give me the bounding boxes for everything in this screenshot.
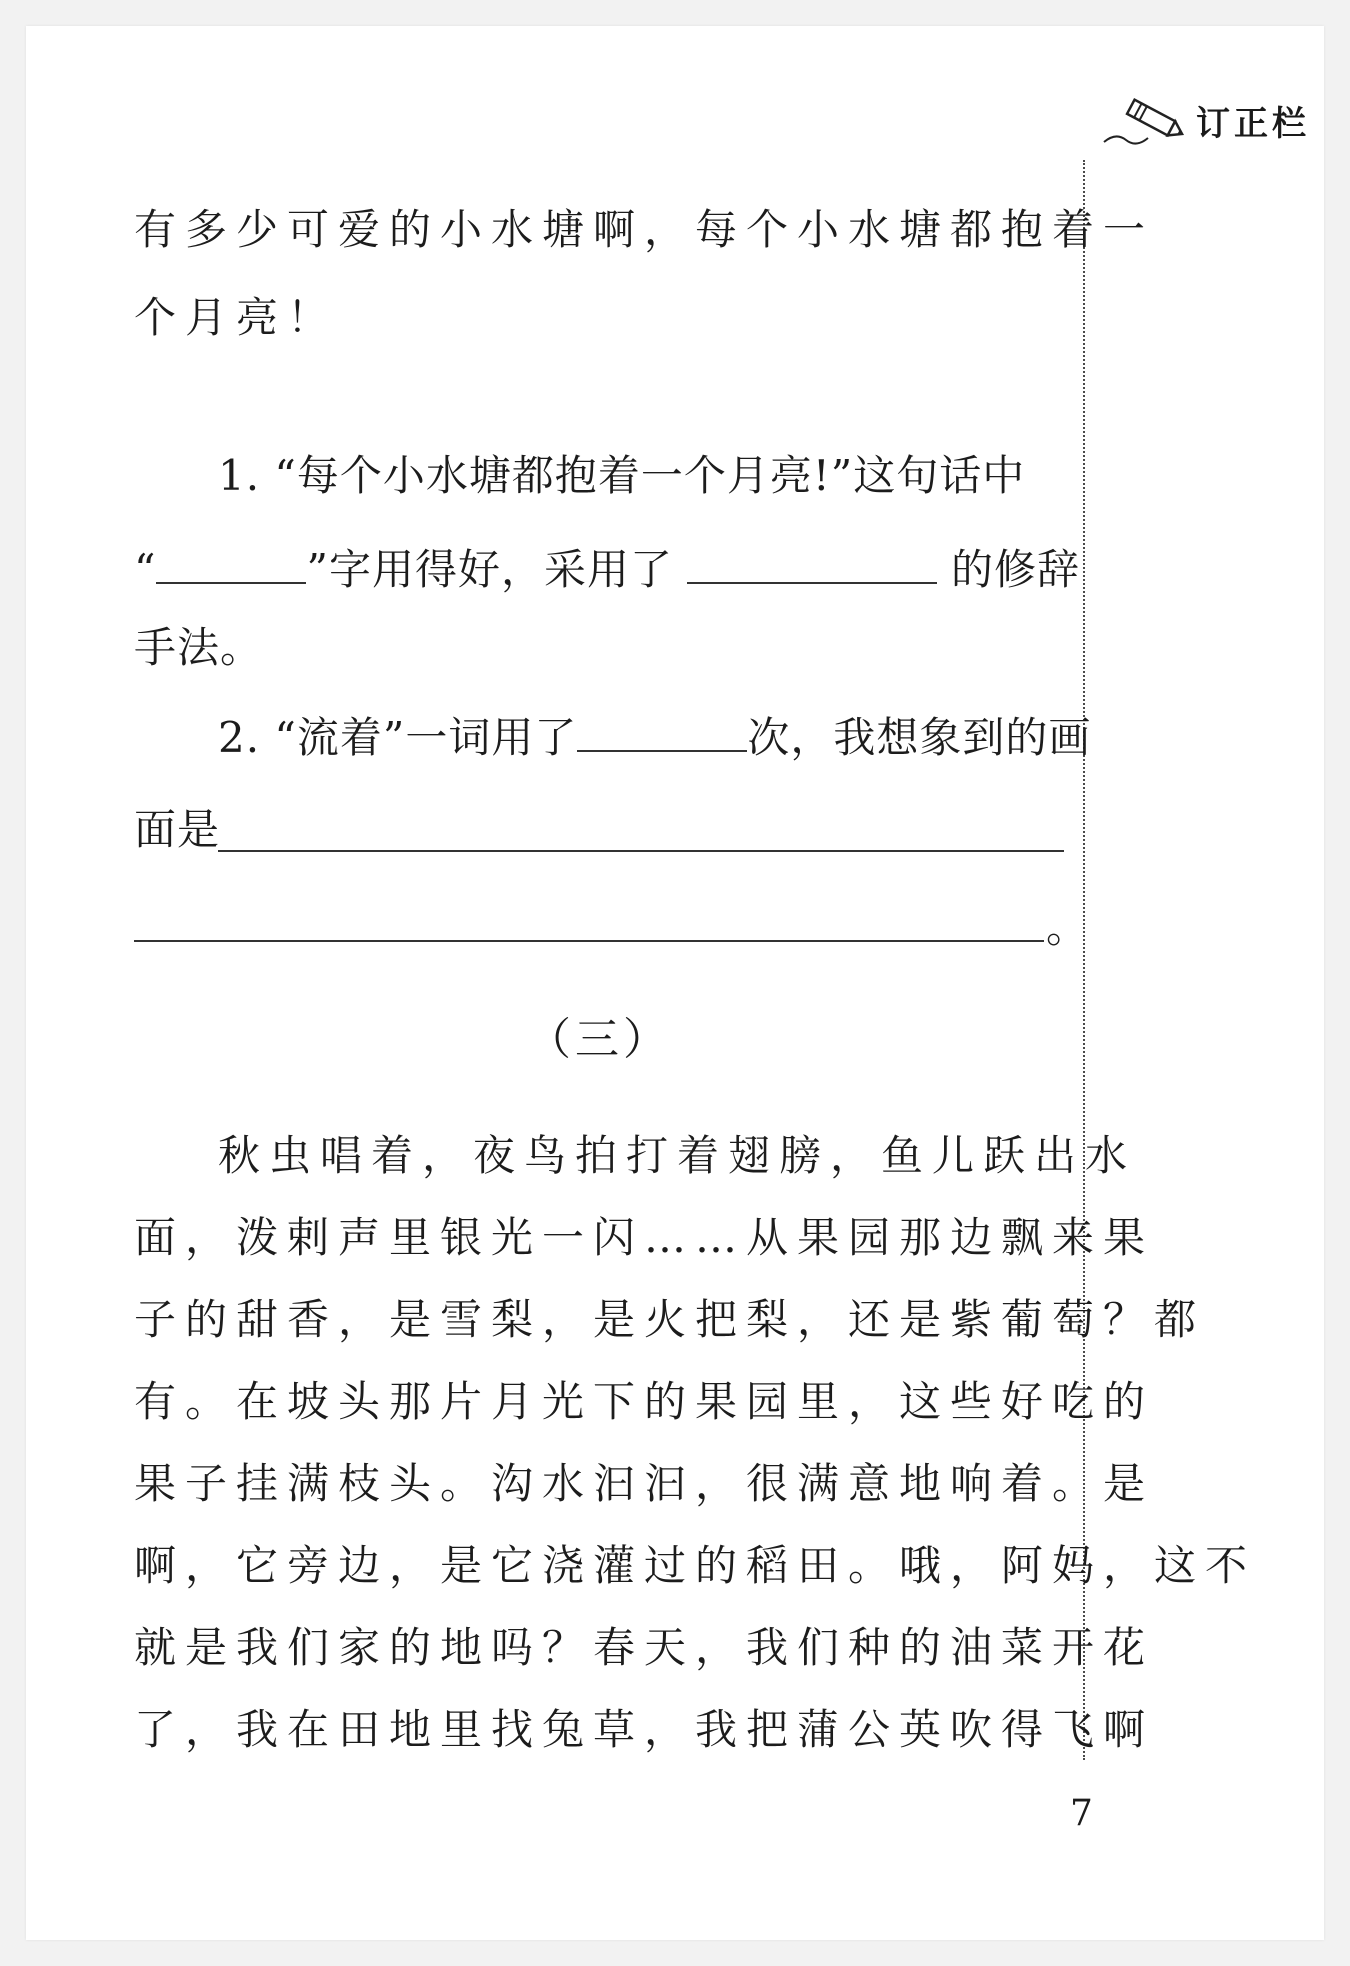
question-1-end-text: 的修辞 (950, 545, 1080, 594)
correction-column-header (1102, 92, 1310, 148)
question-2-line-1 (134, 706, 1148, 768)
passage-line: 面，泼剌声里银光一闪……从果园那边飘来果 (134, 1213, 1155, 1262)
correction-column-divider (1083, 160, 1085, 1760)
pencil-icon (1102, 92, 1190, 148)
passage-line: 果子挂满枝头。沟水汩汩，很满意地响着。是 (134, 1459, 1155, 1508)
answer-line-imagination-1[interactable] (218, 850, 1064, 852)
question-2-end-mark: 。 (1046, 903, 1090, 952)
question-1-open-quote: “ (134, 545, 157, 594)
question-2-line-2-prefix: 面是 (134, 805, 221, 854)
passage-line: 就是我们家的地吗？春天，我们种的油菜开花 (134, 1623, 1155, 1672)
answer-blank-rhetoric[interactable] (687, 538, 937, 584)
question-1-line-3: 手法。 (134, 623, 264, 672)
page-number: 7 (1070, 1793, 1093, 1834)
correction-column-label: 订正栏 (1196, 103, 1310, 144)
section-title: （三） (527, 1014, 671, 1065)
answer-line-imagination-2[interactable] (134, 940, 1044, 942)
passage-line: 个月亮！ (134, 293, 339, 342)
question-2-part-1: 2. “流着”一词用了 (218, 713, 578, 762)
passage-line: 了，我在田地里找兔草，我把蒲公英吹得飞啊 (134, 1705, 1155, 1754)
passage-line: 有。在坡头那片月光下的果园里，这些好吃的 (134, 1377, 1155, 1426)
question-1-line-2 (134, 538, 1080, 600)
passage-line: 有多少可爱的小水塘啊，每个小水塘都抱着一 (134, 205, 1155, 254)
passage-line: 子的甜香，是雪梨，是火把梨，还是紫葡萄？都 (134, 1295, 1206, 1344)
answer-blank-character[interactable] (156, 538, 306, 584)
question-1-line-1: 1. “每个小水塘都抱着一个月亮!”这句话中 (218, 451, 1026, 500)
answer-blank-count[interactable] (577, 706, 747, 752)
passage-line: 啊，它旁边，是它浇灌过的稻田。哦，阿妈，这不 (134, 1541, 1257, 1590)
passage-line: 秋虫唱着，夜鸟拍打着翅膀，鱼儿跃出水 (218, 1131, 1137, 1180)
question-1-mid-text: ”字用得好，采用了 (306, 545, 673, 594)
question-2-part-2: 次，我想象到的画 (747, 713, 1092, 762)
